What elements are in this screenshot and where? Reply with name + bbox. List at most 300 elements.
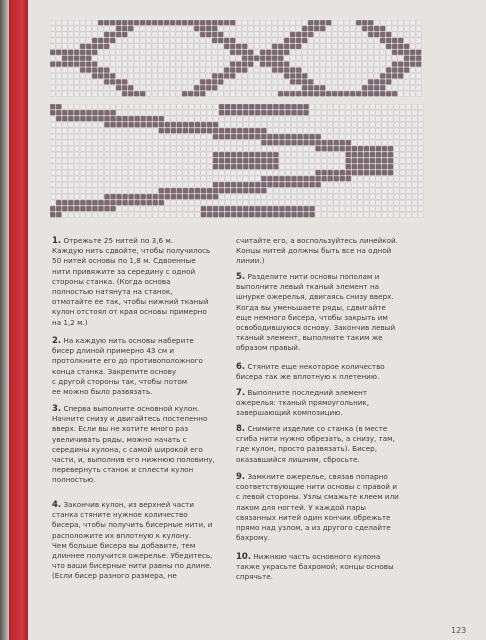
bead-cell [195,164,200,169]
bead-cell [412,104,417,109]
bead-cell [326,38,331,43]
bead-cell [128,188,133,193]
bead-cell [92,38,97,43]
bead-cell [412,206,417,211]
bead-cell [86,140,91,145]
bead-cell [74,79,79,84]
bead-cell [50,188,55,193]
bead-cell [260,38,265,43]
bead-cell [249,206,254,211]
bead-cell [152,61,157,66]
bead-cell [334,200,339,205]
bead-cell [380,38,385,43]
bead-cell [410,38,415,43]
bead-cell [171,194,176,199]
bead-cell [146,20,151,25]
bead-cell [356,56,361,61]
bead-cell [116,158,121,163]
bead-cell [158,44,163,49]
bead-cell [134,26,139,31]
bead-cell [272,56,277,61]
bead-cell [382,206,387,211]
bead-cell [140,110,145,115]
bead-cell [224,44,229,49]
bead-cell [207,146,212,151]
bead-cell [368,44,373,49]
bead-cell [400,104,405,109]
bead-cell [315,104,320,109]
bead-cell [249,116,254,121]
bead-cell [388,146,393,151]
bead-cell [279,110,284,115]
bead-cell [290,32,295,37]
bead-cell [388,122,393,127]
bead-cell [62,91,67,96]
bead-cell [74,146,79,151]
step-10 [236,552,426,583]
bead-cell [182,91,187,96]
bead-cell [164,38,169,43]
bead-cell [147,188,152,193]
bead-cell [153,140,158,145]
bead-cell [279,116,284,121]
bead-cell [326,44,331,49]
bead-cell [147,140,152,145]
bead-cell [171,122,176,127]
bead-cell [376,116,381,121]
bead-cell [74,85,79,90]
bead-cell [338,20,343,25]
bead-cell [86,32,91,37]
bead-cell [56,194,61,199]
bead-cell [188,73,193,78]
bead-cell [56,122,61,127]
bead-cell [412,194,417,199]
bead-cell [380,91,385,96]
bead-cell [165,176,170,181]
bead-cell [376,122,381,127]
bead-cell [231,110,236,115]
bead-cell [231,116,236,121]
bead-cell [327,164,332,169]
bead-cell [195,146,200,151]
bead-cell [412,110,417,115]
bead-cell [230,91,235,96]
bead-cell [350,73,355,78]
bead-cell [189,134,194,139]
bead-cell [406,158,411,163]
bead-cell [380,26,385,31]
bead-cell [68,32,73,37]
bead-cell [400,140,405,145]
bead-cell [392,32,397,37]
bead-cell [267,128,272,133]
bead-cell [243,182,248,187]
bead-cell [128,110,133,115]
bead-cell [284,26,289,31]
bead-cell [80,67,85,72]
bead-cell [340,146,345,151]
bead-cell [201,170,206,175]
bead-cell [128,164,133,169]
bead-cell [140,104,145,109]
bead-cell [266,26,271,31]
bead-cell [350,79,355,84]
bead-cell [62,146,67,151]
bead-cell [412,212,417,217]
bead-cell [104,146,109,151]
bead-cell [332,85,337,90]
bead-cell [177,104,182,109]
bead-cell [116,206,121,211]
bead-cell [418,206,423,211]
bead-cell [134,152,139,157]
bead-cell [376,134,381,139]
bead-cell [206,85,211,90]
bead-cell [394,146,399,151]
bead-cell [158,38,163,43]
bead-cell [104,170,109,175]
bead-cell [242,73,247,78]
bead-cell [380,32,385,37]
bead-cell [122,164,127,169]
bead-cell [62,67,67,72]
bead-cell [267,170,272,175]
bead-cell [206,20,211,25]
bead-cell [189,212,194,217]
bead-cell [116,50,121,55]
bead-cell [364,116,369,121]
bead-cell [56,85,61,90]
bead-cell [147,110,152,115]
bead-cell [358,194,363,199]
bead-cell [213,176,218,181]
bead-cell [98,50,103,55]
bead-cell [146,61,151,66]
bead-cell [356,91,361,96]
bead-cell [182,32,187,37]
bead-cell [285,140,290,145]
bead-cell [182,20,187,25]
step-1 [52,236,222,328]
bead-cell [290,38,295,43]
bead-cell [50,67,55,72]
bead-cell [321,140,326,145]
bead-cell [321,122,326,127]
bead-cell [285,122,290,127]
bead-cell [344,20,349,25]
bead-cell [110,164,115,169]
bead-cell [104,104,109,109]
bead-cell [219,146,224,151]
bead-cell [98,67,103,72]
bead-cell [165,206,170,211]
bead-cell [272,50,277,55]
bead-cell [188,61,193,66]
bead-cell [358,200,363,205]
bead-cell [134,188,139,193]
bead-cell [291,188,296,193]
bead-cell [242,79,247,84]
bead-cell [110,206,115,211]
bead-cell [406,170,411,175]
bead-cell [164,85,169,90]
bead-cell [248,50,253,55]
bead-cell [291,104,296,109]
bead-cell [327,206,332,211]
bead-cell [398,20,403,25]
bead-cell [147,194,152,199]
bead-cell [285,170,290,175]
bead-cell [388,110,393,115]
bead-cell [370,128,375,133]
bead-cell [303,170,308,175]
bead-cell [92,188,97,193]
bead-cell [122,182,127,187]
bead-cell [171,176,176,181]
bead-cell [358,212,363,217]
bead-cell [104,128,109,133]
bead-cell [207,182,212,187]
bead-cell [201,116,206,121]
bead-pattern-bottom [50,104,424,218]
bead-cell [189,194,194,199]
bead-cell [183,188,188,193]
bead-cell [140,67,145,72]
bead-cell [146,44,151,49]
bead-cell [315,128,320,133]
bead-cell [50,158,55,163]
bead-cell [201,194,206,199]
bead-cell [406,212,411,217]
bead-cell [182,85,187,90]
bead-cell [80,164,85,169]
bead-cell [346,104,351,109]
bead-cell [327,200,332,205]
bead-cell [303,122,308,127]
bead-cell [183,182,188,187]
bead-cell [248,38,253,43]
bead-cell [80,128,85,133]
bead-cell [56,140,61,145]
bead-cell [398,85,403,90]
bead-cell [153,158,158,163]
bead-cell [104,56,109,61]
bead-cell [201,122,206,127]
bead-cell [207,110,212,115]
bead-cell [68,146,73,151]
bead-cell [110,44,115,49]
bead-cell [153,212,158,217]
bead-cell [207,170,212,175]
bead-cell [416,26,421,31]
bead-cell [104,206,109,211]
bead-cell [386,32,391,37]
bead-cell [412,164,417,169]
bead-cell [314,26,319,31]
step-7 [236,388,426,419]
bead-cell [230,56,235,61]
bead-cell [320,67,325,72]
bead-cell [273,110,278,115]
bead-cell [302,67,307,72]
bead-cell [356,26,361,31]
bead-cell [344,61,349,66]
bead-cell [219,152,224,157]
bead-cell [296,73,301,78]
bead-cell [98,152,103,157]
bead-cell [80,56,85,61]
bead-cell [394,104,399,109]
bead-cell [68,38,73,43]
bead-cell [50,122,55,127]
bead-cell [62,44,67,49]
bead-cell [362,61,367,66]
bead-cell [225,158,230,163]
bead-cell [382,116,387,121]
bead-cell [189,140,194,145]
bead-cell [212,79,217,84]
bead-cell [134,146,139,151]
bead-cell [116,116,121,121]
bead-cell [315,134,320,139]
bead-cell [309,122,314,127]
bead-cell [116,146,121,151]
step-6 [236,362,426,382]
bead-cell [344,79,349,84]
bead-cell [116,110,121,115]
bead-cell [110,134,115,139]
bead-cell [346,176,351,181]
bead-cell [218,26,223,31]
bead-cell [352,116,357,121]
bead-cell [224,91,229,96]
bead-cell [418,158,423,163]
bead-cell [92,134,97,139]
bead-cell [80,20,85,25]
bead-cell [255,200,260,205]
bead-cell [86,116,91,121]
bead-cell [340,158,345,163]
bead-cell [386,38,391,43]
bead-cell [147,122,152,127]
bead-cell [406,134,411,139]
bead-cell [273,170,278,175]
bead-cell [165,164,170,169]
bead-cell [80,61,85,66]
bead-cell [134,32,139,37]
bead-cell [398,67,403,72]
bead-cell [182,61,187,66]
bead-cell [242,50,247,55]
bead-cell [364,134,369,139]
bead-cell [273,128,278,133]
bead-cell [147,182,152,187]
bead-cell [303,116,308,121]
bead-cell [122,56,127,61]
bead-cell [303,164,308,169]
bead-cell [394,170,399,175]
bead-cell [364,146,369,151]
bead-cell [412,128,417,133]
bead-cell [400,164,405,169]
bead-cell [128,56,133,61]
bead-cell [332,32,337,37]
bead-cell [56,67,61,72]
bead-cell [237,152,242,157]
bead-cell [267,152,272,157]
bead-cell [200,91,205,96]
bead-cell [303,206,308,211]
bead-cell [297,206,302,211]
bead-cell [176,91,181,96]
bead-cell [207,212,212,217]
bead-cell [140,200,145,205]
bead-cell [176,56,181,61]
bead-cell [62,194,67,199]
bead-cell [128,67,133,72]
bead-cell [314,50,319,55]
bead-cell [303,140,308,145]
bead-cell [380,50,385,55]
bead-cell [86,182,91,187]
bead-cell [183,104,188,109]
bead-cell [134,91,139,96]
bead-cell [346,212,351,217]
step-text: Снимите изделие со станка (в месте сгиба нити нужно обрезать, а снизу, там, где кулон, просто развязать). Бисер, оказавшийся лишним, сбросьте. [236,424,395,464]
bead-cell [303,188,308,193]
bead-cell [56,212,61,217]
bead-cell [92,164,97,169]
bead-cell [386,44,391,49]
bead-cell [158,79,163,84]
bead-cell [321,146,326,151]
bead-cell [370,104,375,109]
bead-cell [267,164,272,169]
bead-cell [410,73,415,78]
bead-cell [201,152,206,157]
bead-cell [92,152,97,157]
bead-cell [334,140,339,145]
bead-cell [394,194,399,199]
bead-cell [406,128,411,133]
bead-cell [68,110,73,115]
bead-cell [194,50,199,55]
bead-cell [392,38,397,43]
bead-cell [80,110,85,115]
bead-cell [231,206,236,211]
bead-cell [279,200,284,205]
bead-cell [80,188,85,193]
bead-cell [376,188,381,193]
bead-cell [273,212,278,217]
bead-cell [327,158,332,163]
bead-cell [153,104,158,109]
bead-cell [122,85,127,90]
bead-cell [364,212,369,217]
bead-cell [176,61,181,66]
bead-cell [237,134,242,139]
bead-cell [356,61,361,66]
bead-cell [194,20,199,25]
bead-cell [207,188,212,193]
bead-cell [376,194,381,199]
bead-cell [80,212,85,217]
bead-cell [50,79,55,84]
bead-cell [146,38,151,43]
bead-cell [327,116,332,121]
bead-cell [98,206,103,211]
